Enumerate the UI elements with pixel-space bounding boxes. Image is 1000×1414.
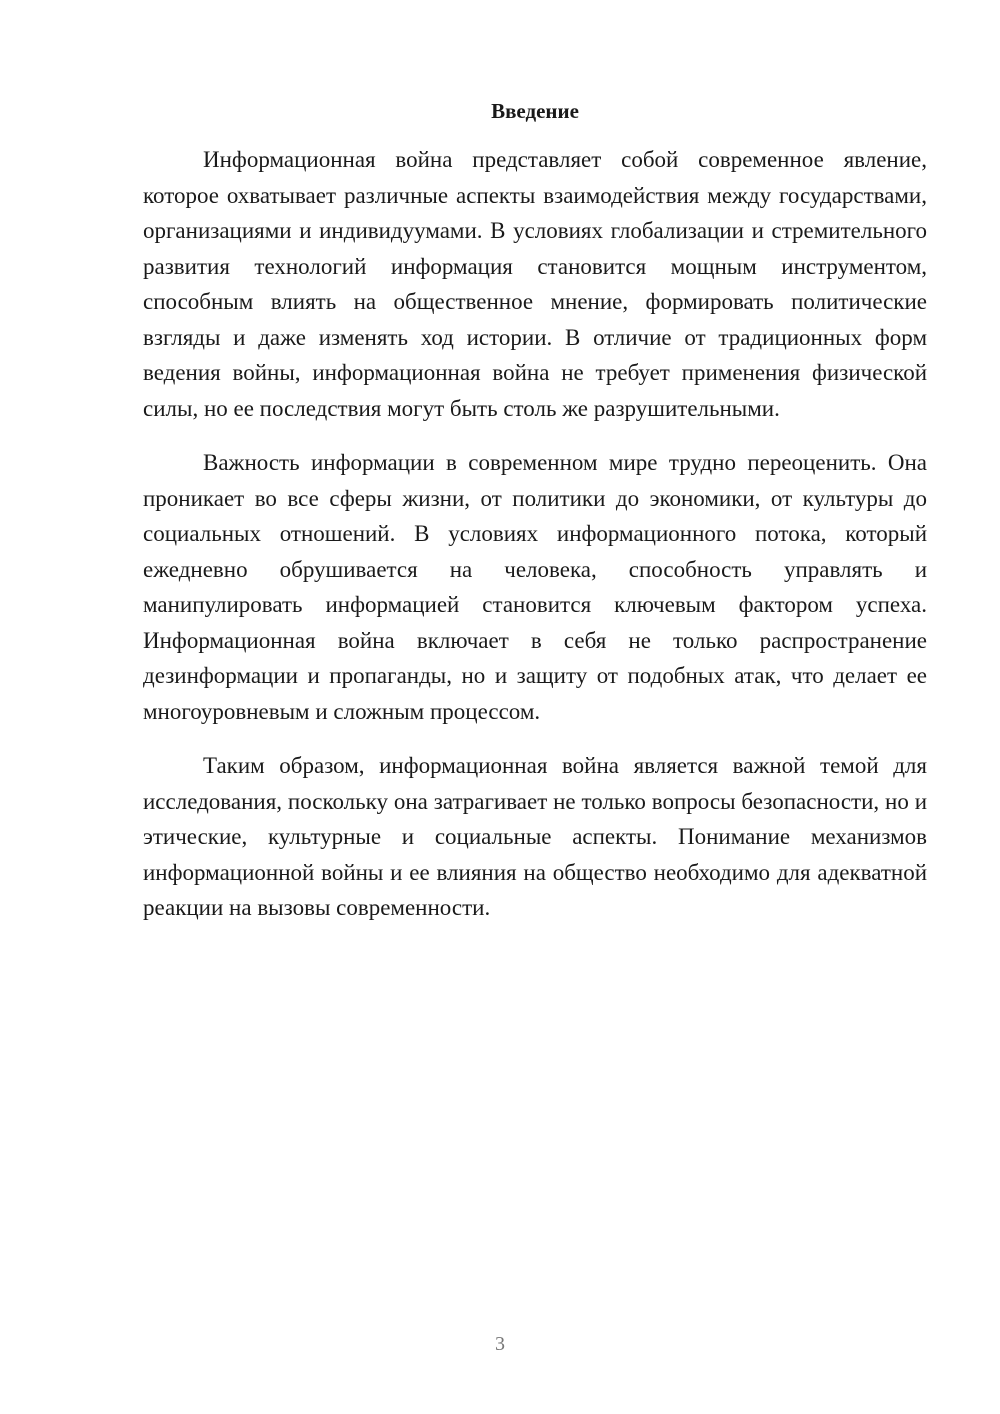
document-body	[143, 142, 927, 945]
paragraph-2: Важность информации в современном мире трудно переоценить. Она проникает во все сферы жизни, от политики до экономики, от культуры до социальных отношений. В условиях информационного потока, который ежедневно обрушивается на человека, способность управлять и манипулировать информацией становится ключевым фактором успеха. Информационная война включает в себя не только распространение дезинформации и пропаганды, но и защиту от подобных атак, что делает ее многоуровневым и сложным процессом.	[143, 450, 927, 724]
paragraph-1: Информационная война представляет собой современное явление, которое охватывает различные аспекты взаимодействия между государствами, организациями и индивидуумами. В условиях глобализации и стремительного развития технологий информация становится мощным инструментом, способным влиять на общественное мнение, формировать политические взгляды и даже изменять ход истории. В отличие от традиционных форм ведения войны, информационная война не требует применения физической силы, но ее последствия могут быть столь же разрушительными.	[143, 147, 927, 421]
section-title: Введение	[491, 99, 579, 123]
page-number: 3	[495, 1333, 505, 1355]
paragraph-3: Таким образом, информационная война является важной темой для исследования, поскольку она затрагивает не только вопросы безопасности, но и этические, культурные и социальные аспекты. Понимание механизмов информационной войны и ее влияния на общество необходимо для адекватной реакции на вызовы современности.	[143, 753, 927, 920]
